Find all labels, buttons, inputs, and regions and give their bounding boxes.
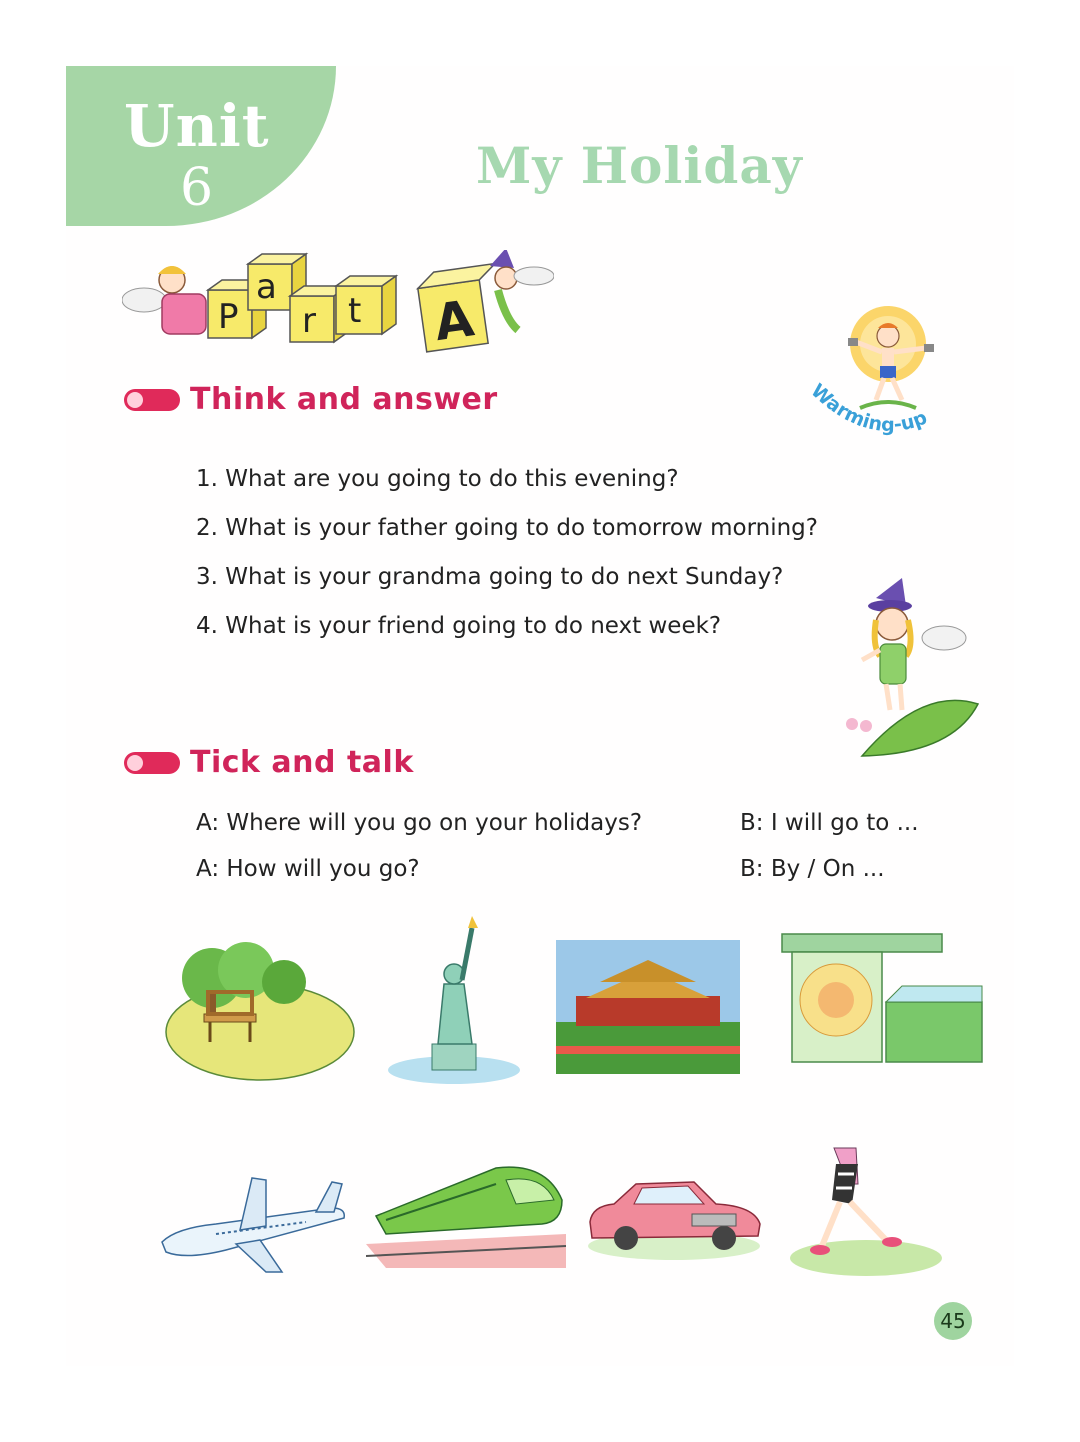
park-picture [160,932,360,1084]
unit-word: Unit [124,92,270,160]
warming-up-badge [804,300,980,450]
statue-of-liberty-picture [384,914,524,1086]
fairy-on-leaf-icon [832,576,982,766]
dialogue-line: A: How will you go? [196,856,420,882]
dialogue-line: A: Where will you go on your holidays? [196,810,643,836]
train-picture [366,1160,566,1268]
car-picture [584,1170,764,1264]
unit-number: 6 [180,158,214,218]
part-a-banner [122,250,554,360]
question-item: 3. What is your grandma going to do next Sunday? [196,564,784,590]
dialogue-line: B: I will go to ... [740,810,919,836]
page-title: My Holiday [476,136,803,195]
letter-block-t [336,276,396,334]
dialogue-line: B: By / On ... [740,856,885,882]
plane-picture [156,1172,350,1276]
section-title: Think and answer [190,382,498,417]
tiananmen-picture [556,940,740,1074]
question-item: 1. What are you going to do this evening? [196,466,679,492]
part-letter: P [218,297,239,337]
page-number: 45 [934,1302,972,1340]
question-item: 2. What is your father going to do tomorrow morning? [196,515,818,541]
fairy-left-icon [122,266,206,334]
warming-up-label: Warming-up [806,379,931,437]
part-letter: A [430,289,478,353]
think-and-answer-heading [124,382,498,417]
tick-and-talk-heading [124,745,414,780]
section-pill-icon [124,389,180,411]
section-title: Tick and talk [190,745,414,780]
part-letter: a [256,267,277,307]
walking-picture [786,1144,944,1276]
part-letter: t [348,291,362,331]
question-item: 4. What is your friend going to do next week? [196,613,722,639]
section-pill-icon [124,752,180,774]
fairy-right-icon [490,250,554,330]
shopping-mall-picture [776,930,986,1066]
part-letter: r [302,301,316,341]
